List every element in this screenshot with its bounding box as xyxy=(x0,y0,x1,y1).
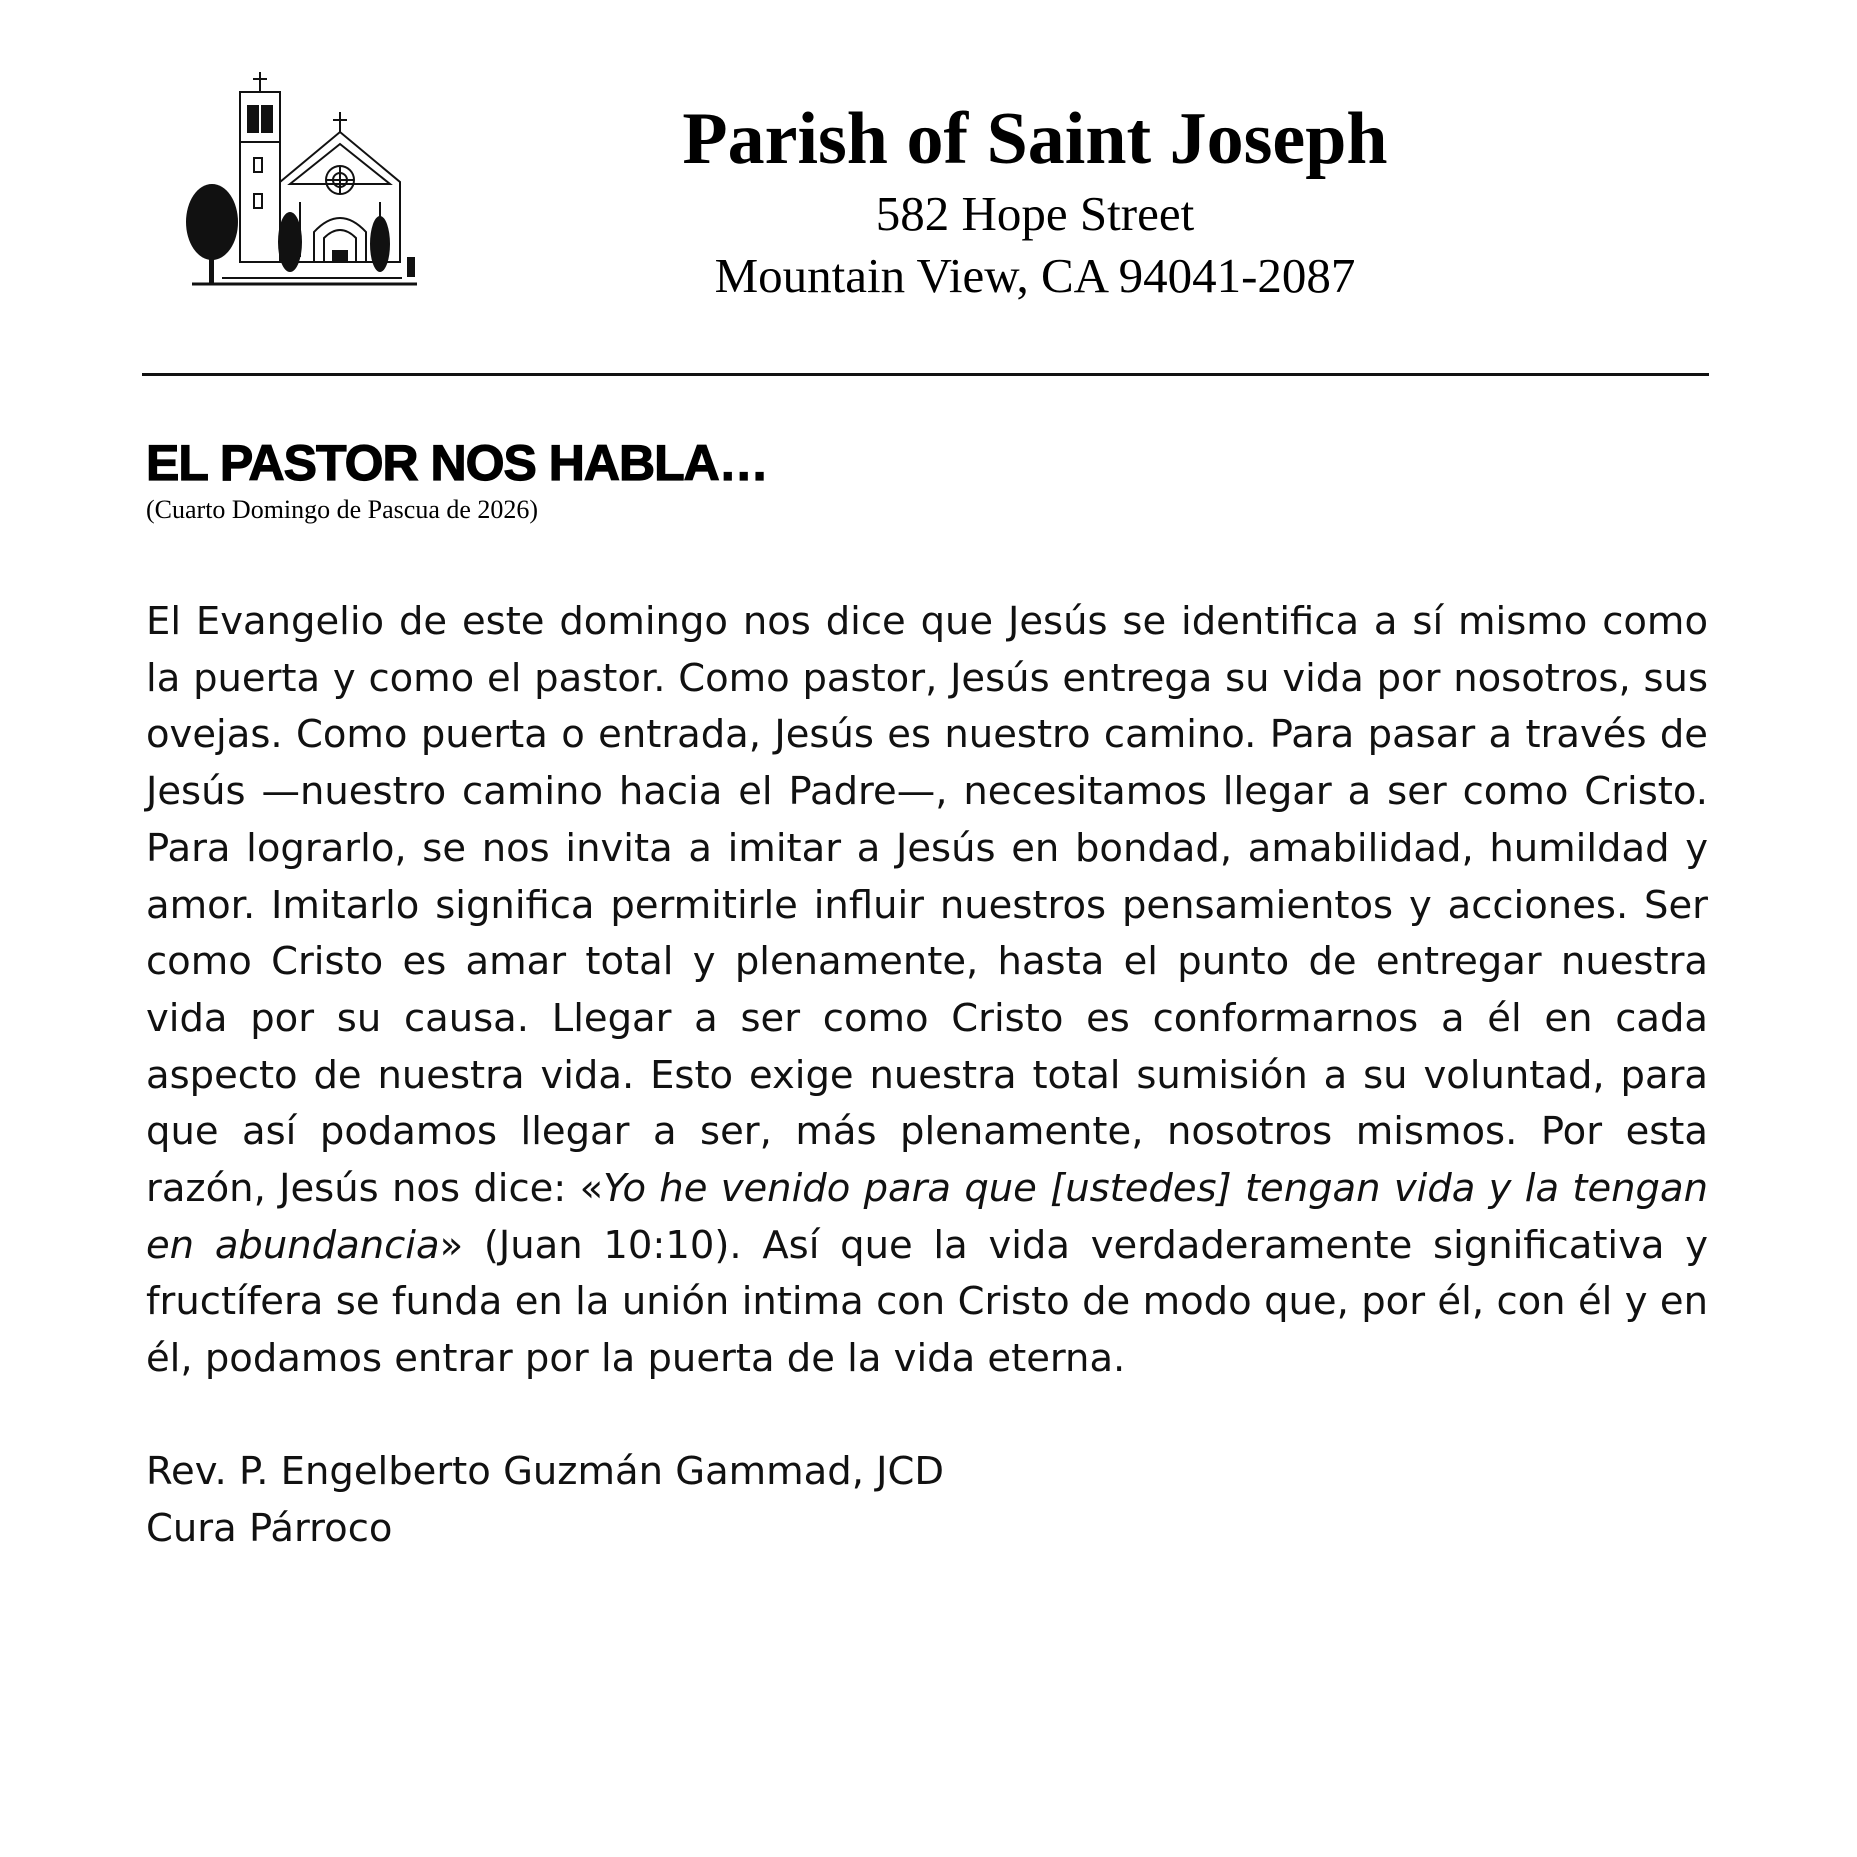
signature-name: Rev. P. Engelberto Guzmán Gammad, JCD xyxy=(146,1448,945,1494)
signature-block xyxy=(146,1444,1708,1557)
article-subheading: (Cuarto Domingo de Pascua de 2026) xyxy=(146,495,539,524)
parish-header xyxy=(560,95,1510,307)
header-divider xyxy=(142,373,1709,376)
article-body-part1: El Evangelio de este domingo nos dice que Jesús se identifica a sí mismo como la puerta y como el pastor. Como pastor, Jesús entrega su vida por nosotros, sus ovejas. Como puerta o entrada, Jesús es nuestro camino. Para pasar a través de Jesús —nuestro camino hacia el Padre—, necesitamos llegar a ser como Cristo. Para lograrlo, se nos invita a imitar a Jesús en bondad, amabilidad, humildad y amor. Imitarlo significa permitirle influir nuestros pensamientos y acciones. Ser como Cristo es amar total y plenamente, hasta el punto de entregar nuestra vida por su causa. Llegar a ser como Cristo es conformarnos a él en cada aspecto de nuestra vida. Esto exige nuestra total sumisión a su voluntad, para que así podamos llegar a ser, más plenamente, nosotros mismos. Por esta razón, Jesús nos dice: « xyxy=(146,599,1708,1212)
pastor-article xyxy=(146,432,1708,1557)
address-city: Mountain View, CA 94041-2087 xyxy=(714,248,1356,303)
article-heading: EL PASTOR NOS HABLA… xyxy=(146,435,768,491)
article-body-part2: » (Juan 10:10). Así que la vida verdaderamente significativa y fructífera se funda en la unión intima con Cristo de modo que, por él, con él y en él, podamos entrar por la puerta de la vida eterna. xyxy=(146,1222,1709,1382)
article-body xyxy=(146,594,1708,1388)
parish-name: Parish of Saint Joseph xyxy=(682,98,1388,180)
address-street: 582 Hope Street xyxy=(875,186,1195,241)
signature-title: Cura Párroco xyxy=(146,1505,393,1551)
church-drawing-icon xyxy=(182,72,422,294)
scripture-quote: Yo he venido para que [ustedes] tengan vida y la tengan en abundancia xyxy=(146,1166,1708,1268)
